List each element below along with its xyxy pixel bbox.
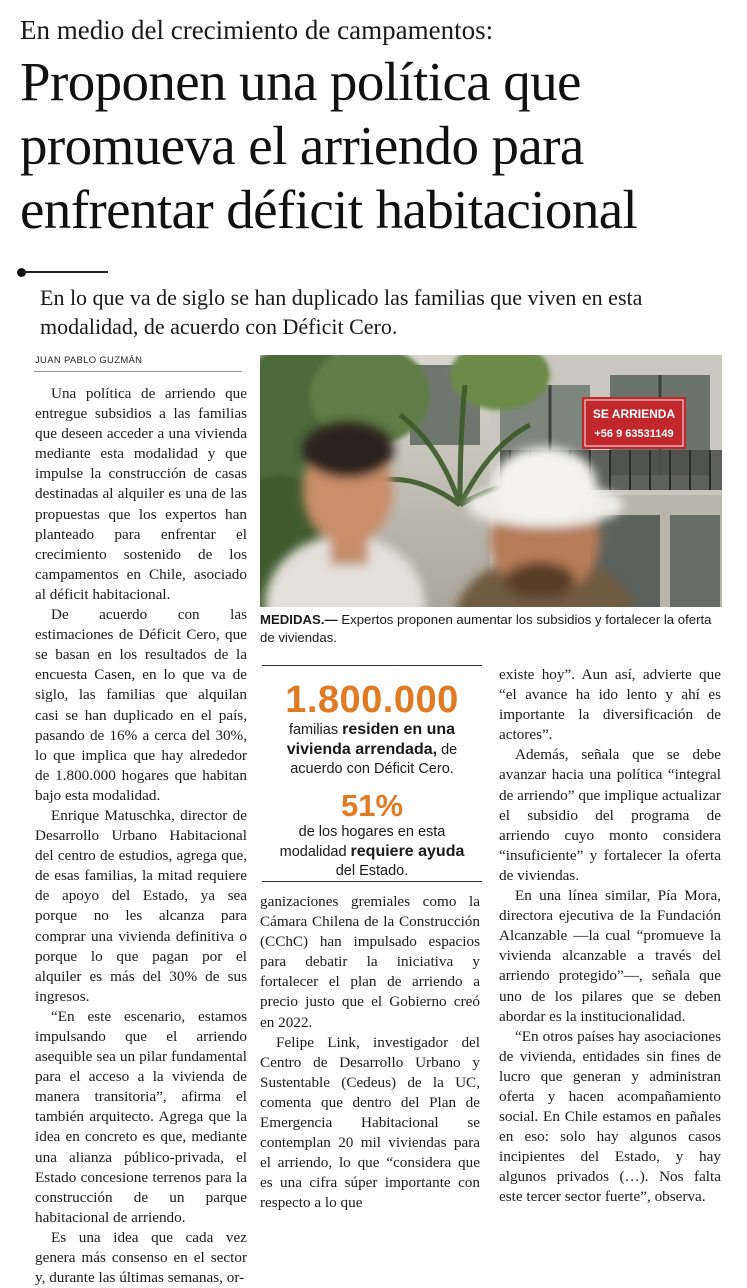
paragraph: “En otros países hay asociaciones de vivienda, entidades sin fines de lucro que generan y administran oferta y hacen acompañamiento social. En Chile estamos en pañales en eso: solo hay algunos casos incipientes del Estado, y hay algunos privados (…). Nos falta este tercer sector fuerte”, observa. [499,1027,721,1206]
photo-caption [260,611,722,647]
byline-rule [34,371,242,372]
paragraph: En una línea similar, Pía Mora, directora ejecutiva de la Fundación Alcanzable —la cual “promueve la vivienda alcanzable a través del arriendo protegido”—, señala que uno de los pilares que se deben abordar es la institucionalidad. [499,887,721,1025]
article-photo [260,355,722,607]
paragraph: Enrique Matuschka, director de Desarrollo Urbano Habitacional del centro de estudios, agrega que, de esas familias, la mitad requiere de apoyo del Estado, ya sea porque no les alcanza para comprar una vivienda definitiva o porque lo que pagan por el alquiler es más del 30% de sus ingresos. [35,806,247,1005]
headline: Proponen una política que promueva el arriendo para enfrentar déficit habitacional [20,51,638,240]
kicker: En medio del crecimiento de campamentos: [20,15,494,45]
paragraph: Además, señala que se debe avanzar hacia una política “integral de arriendo” que implique actualizar el subsidio del programa de arriendo cuyo monto considera “insuficiente” y fortalecer la oferta de viviendas. [499,746,721,884]
body-column-3 [499,665,721,1208]
byline: JUAN PABLO GUZMÁN [35,355,143,366]
caption-lead: MEDIDAS.— [260,612,338,627]
sign-title: SE ARRIENDA [592,407,676,421]
paragraph: De acuerdo con las estimaciones de Déficit Cero, que se basan en los resultados de la encuesta Casen, en lo que va de siglo, las familias que alquilan casi se han duplicado en el país, pasando de 16% a cerca del 30%, lo que implica que hay alrededor de 1.800.000 hogares que habitan bajo esta modalidad. [35,606,247,804]
subhead: En lo que va de siglo se han duplicado las familias que viven en esta modalidad, de acuerdo con Déficit Cero. [40,285,643,339]
paragraph: Una política de arriendo que entregue subsidios a las familias que deseen acceder a una vivienda mediante esta modalidad y que impulse la construcción de casas destinadas al alquiler es una de las propuestas que los expertos han planteado para enfrentar el crecimiento sostenido de los campamentos en Chile, asociado al déficit habitacional. [35,385,247,603]
stat-households-text: familias residen en una vivienda arrendada, de acuerdo con Déficit Cero. [286,721,458,777]
factbox [262,665,482,882]
body-column-1 [35,384,247,1288]
stat-percentage-number: 51% [340,788,404,823]
paragraph: existe hoy”. Aun así, advierte que “el avance ha ido lento y ahí es importante la diversificación de actores”. [499,666,721,744]
paragraph: Felipe Link, investigador del Centro de Desarrollo Urbano y Sustentable (Cedeus) de la UC, comenta que dentro del Plan de Emergencia Habitacional se contemplan 20 mil viviendas para el arriendo, lo que “considera que es una cifra súper importante con respecto a lo que [260,1033,480,1212]
caption-text: Expertos proponen aumentar los subsidios y fortalecer la oferta de viviendas. [260,612,712,645]
body-column-2 [260,892,480,1214]
divider [24,271,108,273]
paragraph: ganizaciones gremiales como la Cámara Chilena de la Construcción (CChC) han impulsado espacios para debatir la iniciativa y fortalecer el plan de arriendo a precio justo que el Gobierno creó en 2022. [260,893,480,1031]
stat-percentage-text: de los hogares en esta modalidad requiere ayuda del Estado. [279,824,465,879]
paragraph: Es una idea que cada vez genera más consenso en el sector y, durante las últimas semanas, or- [35,1228,247,1287]
sign-phone: +56 9 63531149 [594,428,674,440]
for-rent-sign [582,397,686,449]
paragraph: “En este escenario, estamos impulsando que el arriendo asequible sea un pilar fundamental para el acceso a la vivienda de manera transitoria”, afirma el también arquitecto. Agrega que la idea en concreto es que, mediante una alianza público-privada, el Estado concesione terrenos para la construcción de un parque habitacional de arriendo. [35,1007,247,1226]
stat-households-number: 1.800.000 [285,679,459,721]
